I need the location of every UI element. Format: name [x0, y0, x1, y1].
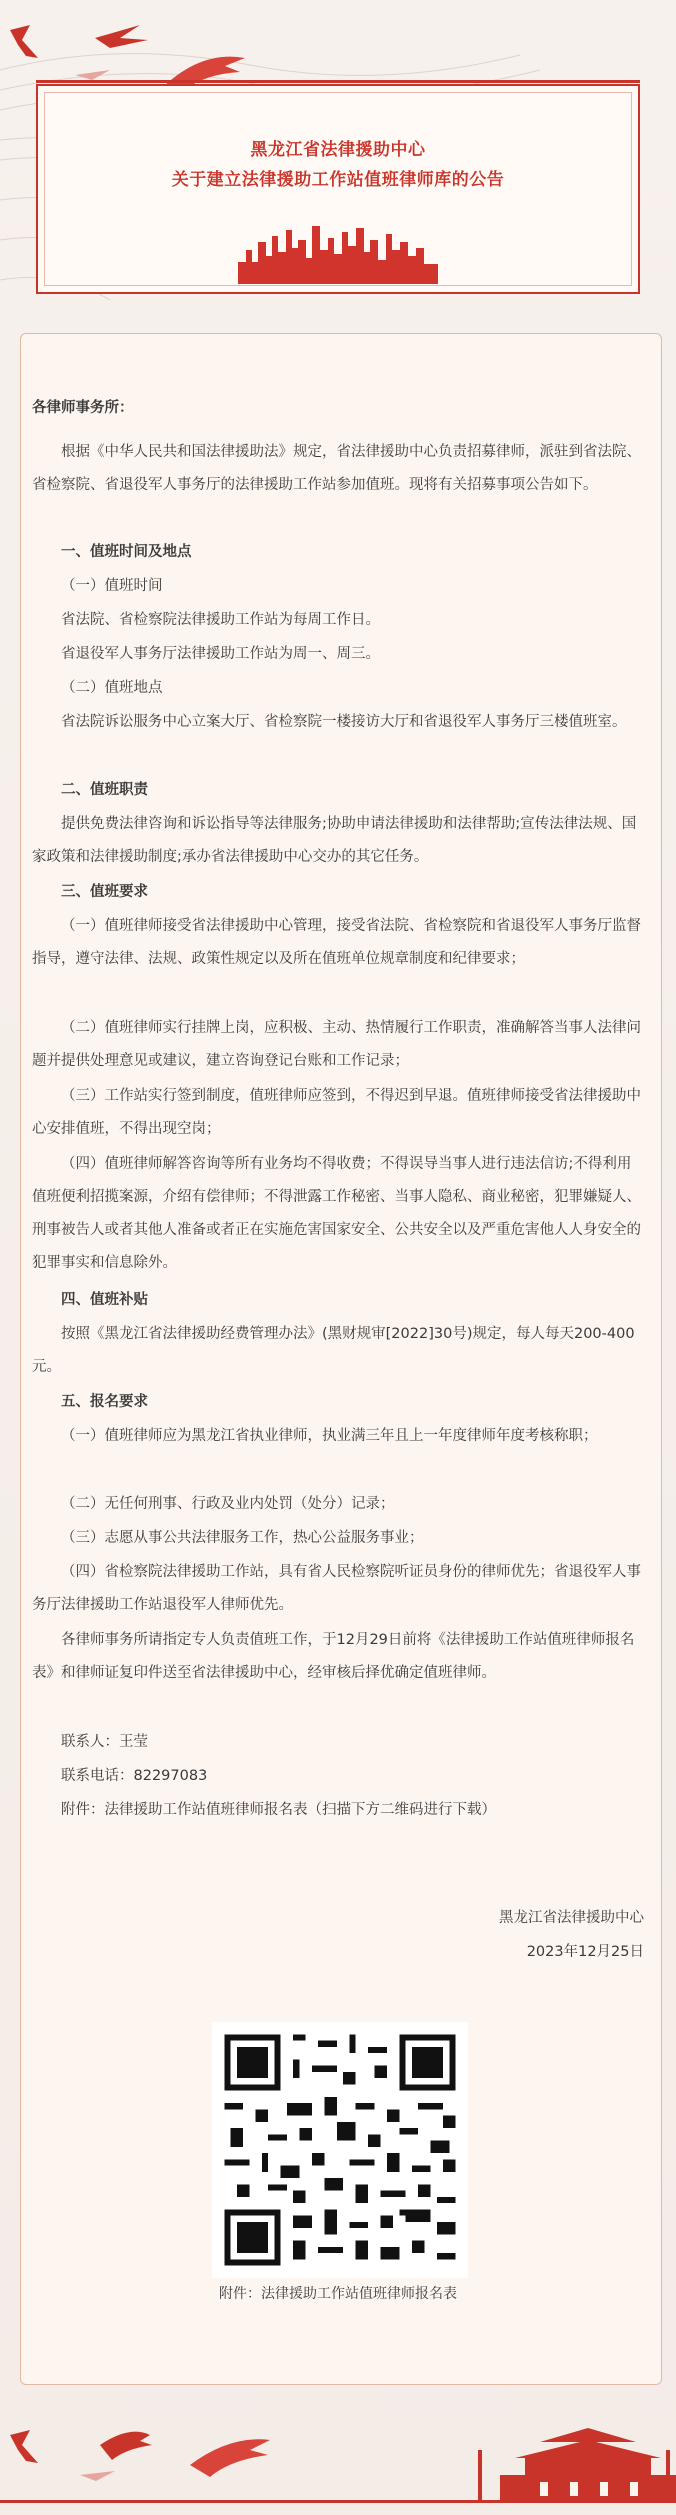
requirement-3: （三）工作站实行签到制度，值班律师应签到，不得迟到早退。值班律师接受省法律援助中心安排值班，不得出现空岗；	[32, 1088, 641, 1137]
requirement-4: （四）值班律师解答咨询等所有业务均不得收费；不得误导当事人进行违法信访;不得利用值班便利招揽案源，介绍有偿律师；不得泄露工作秘密、当事人隐私、商业秘密，犯罪嫌疑人、刑事被告人或者其他人准备或者正在实施危害国家安全、公共安全以及严重危害他人人身安全的犯罪事实和信息除外。	[32, 1156, 641, 1271]
section-heading-2: 二、值班职责	[61, 782, 148, 798]
salutation: 各律师事务所：	[32, 400, 134, 416]
qr-code[interactable]	[212, 2022, 468, 2278]
duty-allowance: 按照《黑龙江省法律援助经费管理办法》(黑财规审[2022]30号)规定，每人每天200-400元。	[32, 1326, 635, 1375]
duty-time-court: 省法院、省检察院法律援助工作站为每周工作日。	[61, 612, 380, 628]
contact-person: 联系人：王莹	[61, 1734, 148, 1750]
header-title-line1: 黑龙江省法律援助中心	[250, 140, 426, 160]
contact-phone: 联系电话：82297083	[61, 1768, 208, 1784]
qr-code-icon	[212, 2022, 468, 2278]
tiananmen-gate-icon	[470, 2420, 676, 2500]
registration-req-4: （四）省检察院法律援助工作站，具有省人民检察院听证员身份的律师优先；省退役军人事务厅法律援助工作站退役军人律师优先。	[32, 1564, 641, 1613]
qr-caption: 附件：法律援助工作站值班律师报名表	[219, 2286, 457, 2302]
section-heading-4: 四、值班补贴	[61, 1292, 148, 1308]
intro-paragraph: 根据《中华人民共和国法律援助法》规定，省法律援助中心负责招募律师，派驻到省法院、省检察院、省退役军人事务厅的法律援助工作站参加值班。现将有关招募事项公告如下。	[32, 444, 641, 493]
section-heading-1: 一、值班时间及地点	[61, 544, 192, 560]
section-heading-3: 三、值班要求	[61, 884, 148, 900]
header-top-line	[36, 80, 640, 83]
signature-date: 2023年12月25日	[526, 1944, 644, 1960]
header-title-line2: 关于建立法律援助工作站值班律师库的公告	[171, 170, 505, 190]
section-heading-5: 五、报名要求	[61, 1394, 148, 1410]
registration-req-3: （三）志愿从事公共法律服务工作，热心公益服务事业；	[61, 1530, 424, 1546]
signature-org: 黑龙江省法律援助中心	[499, 1910, 644, 1926]
duty-time-veterans: 省退役军人事务厅法律援助工作站为周一、周三。	[61, 646, 380, 662]
footer-line	[0, 2500, 676, 2503]
registration-req-2: （二）无任何刑事、行政及业内处罚（处分）记录；	[61, 1496, 395, 1512]
city-skyline-icon	[238, 222, 438, 284]
requirement-2: （二）值班律师实行挂牌上岗，应积极、主动、热情履行工作职责，准确解答当事人法律问题并提供处理意见或建议，建立咨询登记台账和工作记录；	[32, 1020, 641, 1069]
subheading-duty-location: （二）值班地点	[61, 680, 163, 696]
subheading-duty-time: （一）值班时间	[61, 578, 163, 594]
duty-location-text: 省法院诉讼服务中心立案大厅、省检察院一楼接访大厅和省退役军人事务厅三楼值班室。	[61, 714, 627, 730]
attachment-note: 附件：法律援助工作站值班律师报名表（扫描下方二维码进行下载）	[61, 1802, 496, 1818]
submission-instructions: 各律师事务所请指定专人负责值班工作，于12月29日前将《法律援助工作站值班律师报名表》和律师证复印件送至省法律援助中心，经审核后择优确定值班律师。	[32, 1632, 635, 1681]
registration-req-1: （一）值班律师应为黑龙江省执业律师，执业满三年且上一年度律师年度考核称职；	[61, 1428, 598, 1444]
duty-responsibilities: 提供免费法律咨询和诉讼指导等法律服务;协助申请法律援助和法律帮助;宣传法律法规、国家政策和法律援助制度;承办省法律援助中心交办的其它任务。	[32, 816, 637, 865]
requirement-1: （一）值班律师接受省法律援助中心管理，接受省法院、省检察院和省退役军人事务厅监督指导，遵守法律、法规、政策性规定以及所在值班单位规章制度和纪律要求；	[32, 918, 641, 967]
